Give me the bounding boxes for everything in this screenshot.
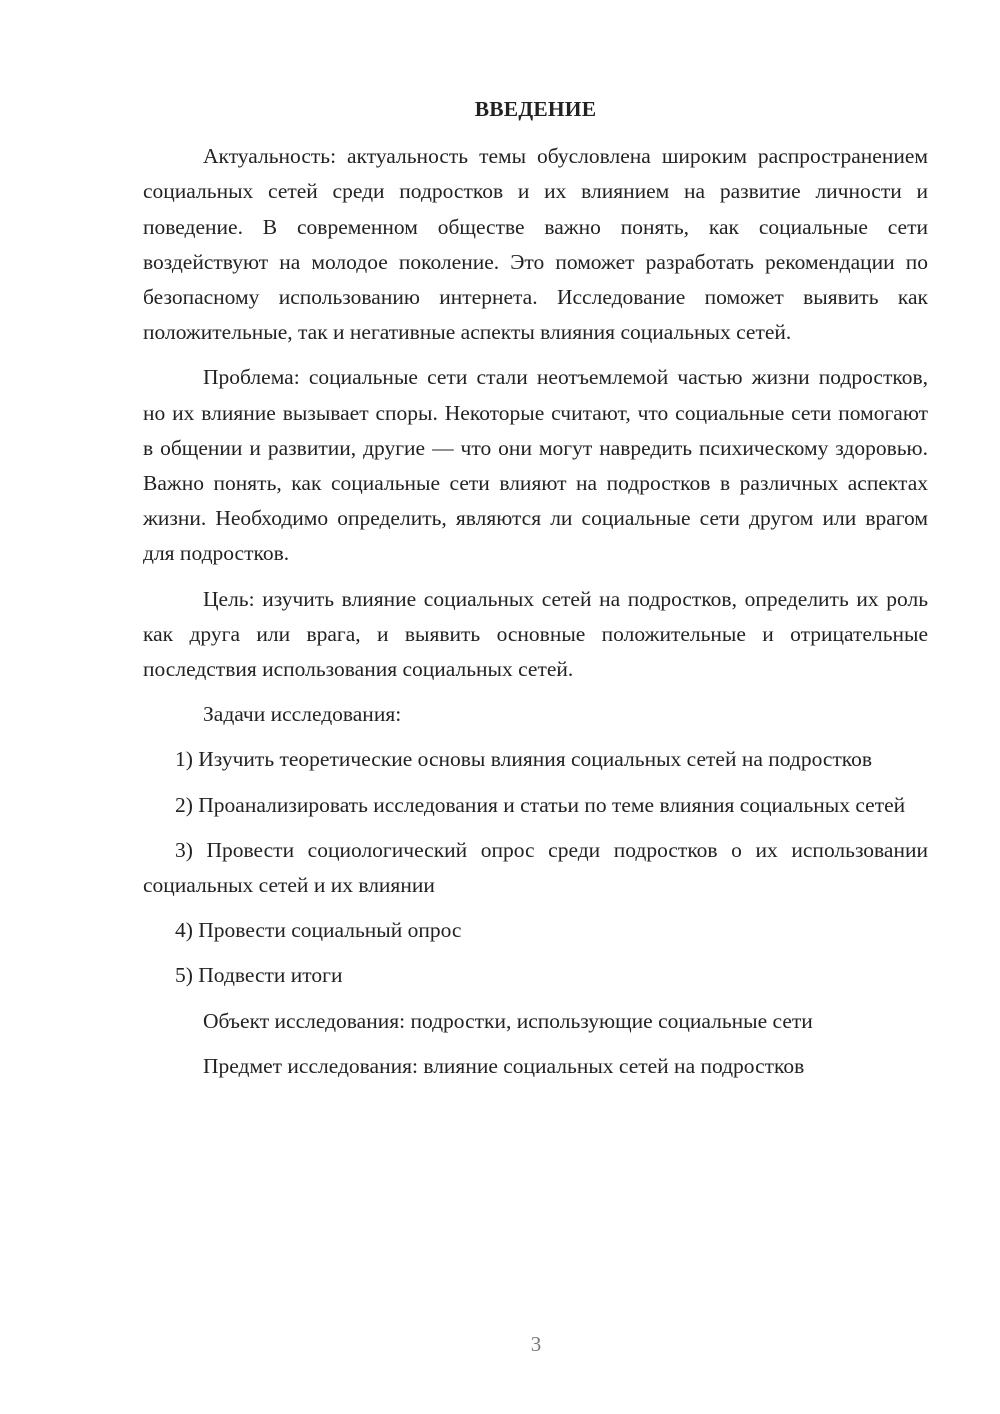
task-item-3: 3) Провести социологический опрос среди подростков о их использовании социальных сетей и их влиянии [143, 837, 928, 898]
document-page [143, 92, 928, 1094]
task-item-1: 1) Изучить теоретические основы влияния социальных сетей на подростков [175, 747, 873, 772]
goal-paragraph: Цель: изучить влияние социальных сетей на подростков, определить их роль как друга или врага, и выявить основные положительные и отрицательные последствия использования социальных сетей. [143, 586, 928, 682]
research-object: Объект исследования: подростки, использующие социальные сети [203, 1008, 813, 1033]
task-item-4: 4) Провести социальный опрос [175, 918, 462, 943]
page-number: 3 [530, 1332, 542, 1356]
tasks-heading: Задачи исследования: [203, 702, 402, 727]
task-item-5: 5) Подвести итоги [175, 963, 343, 988]
task-item-2: 2) Проанализировать исследования и статьи по теме влияния социальных сетей [175, 792, 906, 817]
relevance-paragraph: Актуальность: актуальность темы обусловлена широким распространением социальных сетей среди подростков и их влиянием на развитие личности и поведение. В современном обществе важно понять, как социальные сети воздействуют на молодое поколение. Это поможет разработать рекомендации по безопасному использованию интернета. Исследование поможет выявить как положительные, так и негативные аспекты влияния социальных сетей. [143, 144, 928, 345]
problem-paragraph: Проблема: социальные сети стали неотъемлемой частью жизни подростков, но их влияние вызывает споры. Некоторые считают, что социальные сети помогают в общении и развитии, другие — что они могут навредить психическому здоровью. Важно понять, как социальные сети влияют на подростков в различных аспектах жизни. Необходимо определить, являются ли социальные сети другом или врагом для подростков. [143, 365, 928, 566]
section-title: ВВЕДЕНИЕ [474, 97, 597, 121]
research-subject: Предмет исследования: влияние социальных сетей на подростков [203, 1053, 805, 1078]
